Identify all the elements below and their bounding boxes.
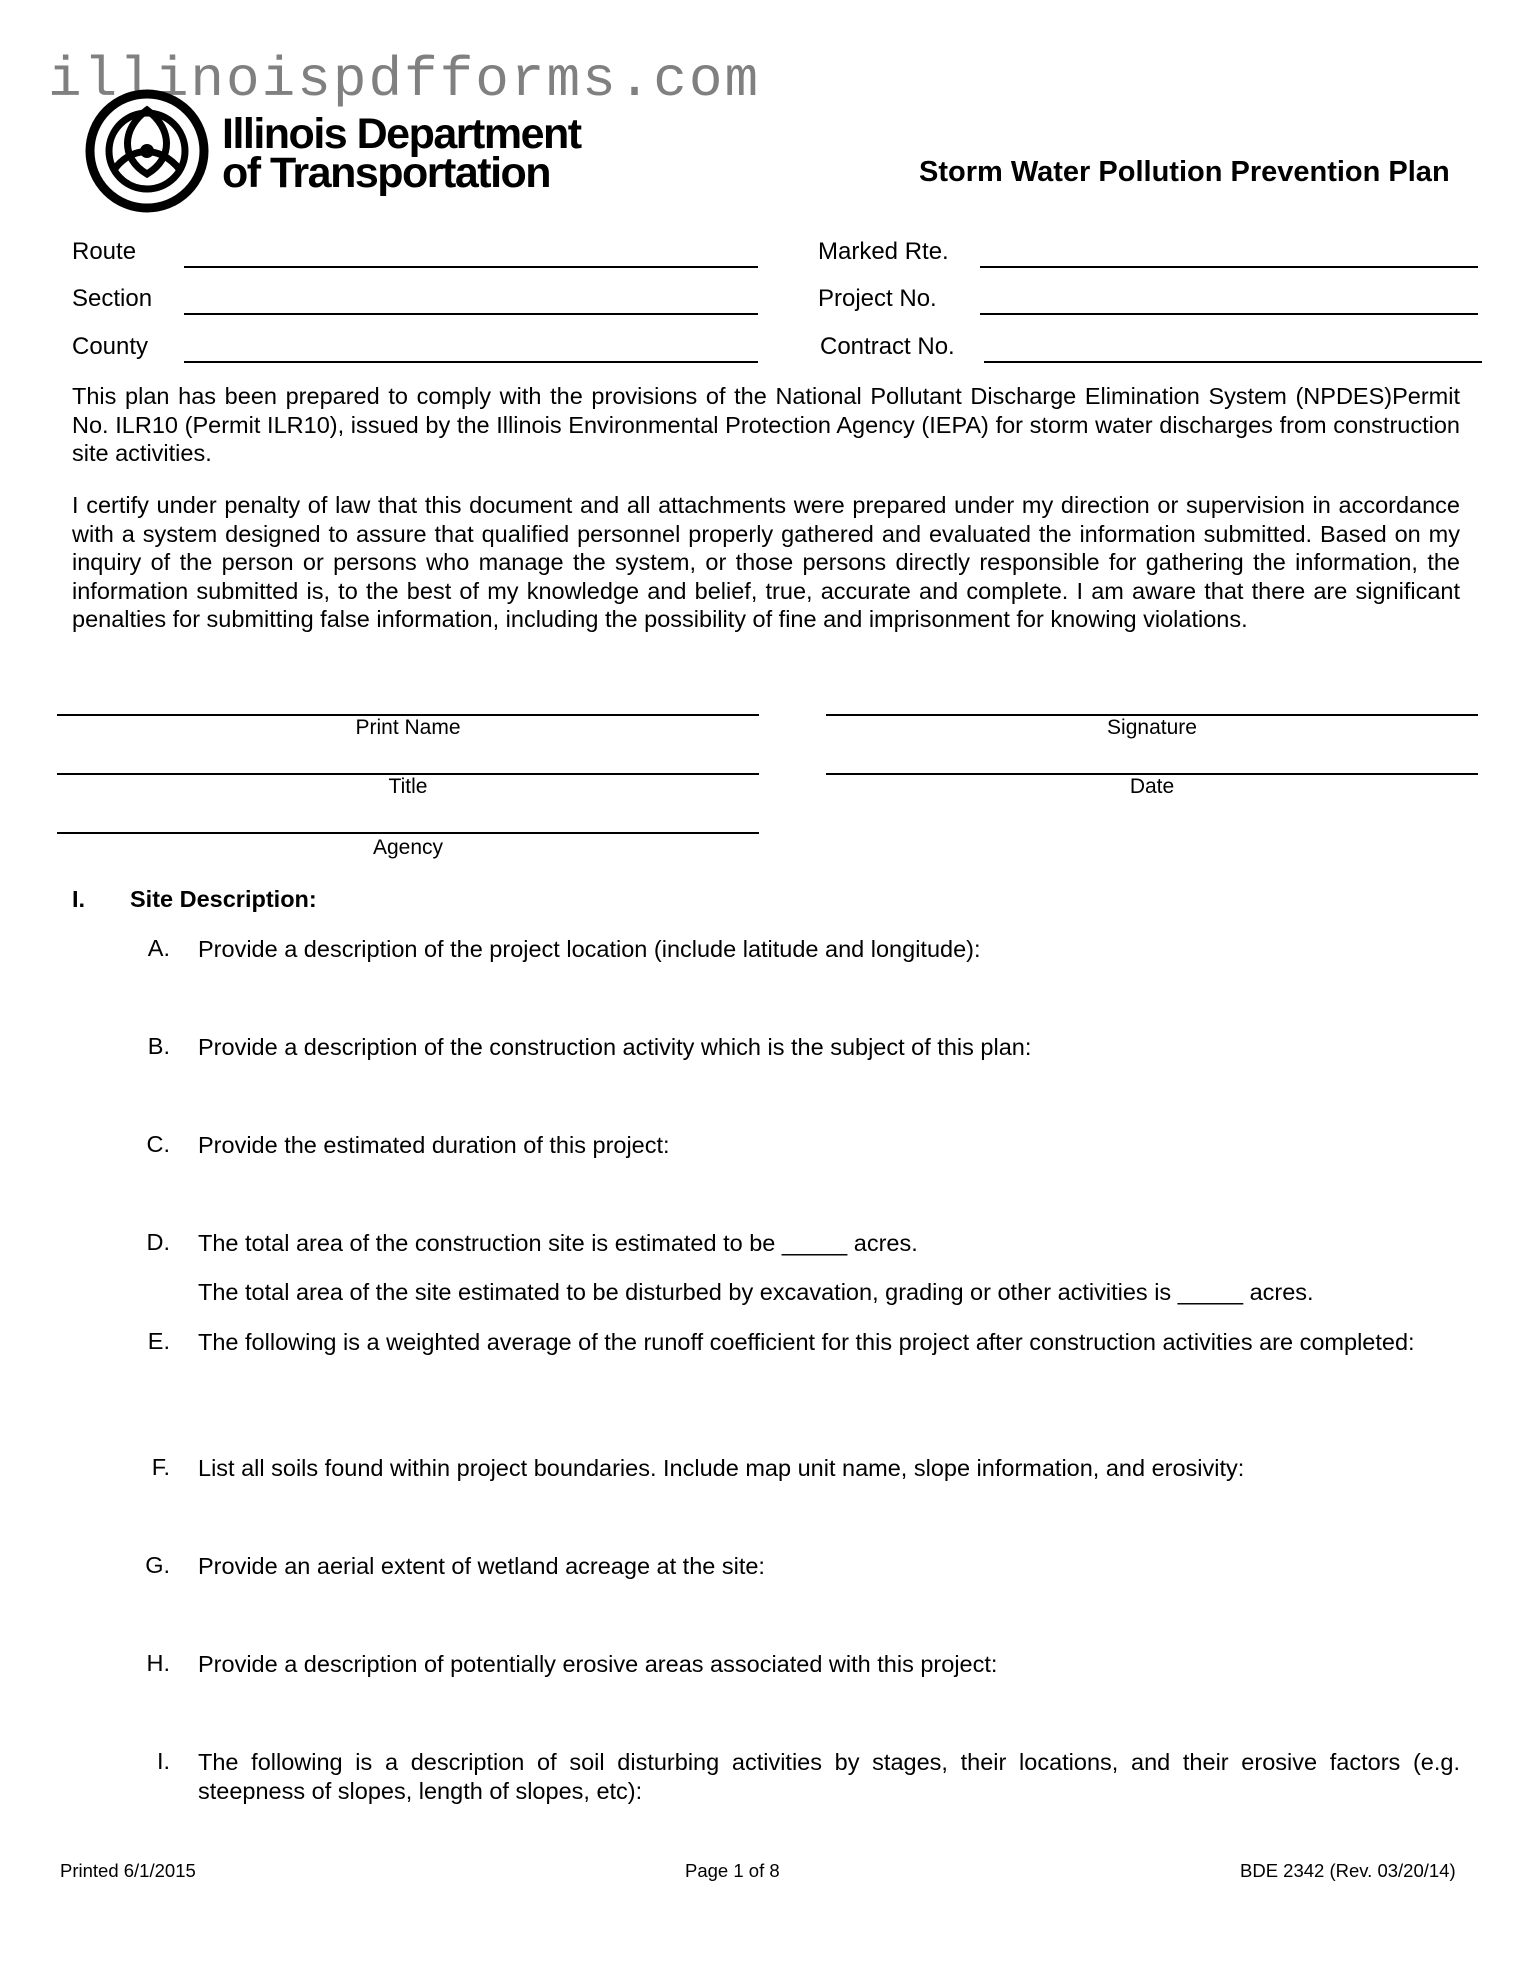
item-letter: H. — [146, 1650, 170, 1676]
date-label: Date — [1129, 775, 1175, 798]
item-letter: D. — [146, 1229, 170, 1255]
item-text: Provide a description of the project location (include latitude and longitude): — [198, 936, 981, 962]
intro-paragraph: This plan has been prepared to comply with the provisions of the National Pollutant Discharge Elimination System (NPDES)Permit No. ILR10 (Permit ILR10), issued by the Illinois Environmental Protection Agency (IEPA) for storm water discharges from construction site activities. — [72, 383, 1460, 467]
item-letter: I. — [156, 1748, 170, 1774]
item-text: The following is a weighted average of the runoff coefficient for this project after construction activities are completed: — [198, 1329, 1415, 1355]
footer-form-number: BDE 2342 (Rev. 03/20/14) — [1240, 1860, 1456, 1881]
document-title: Storm Water Pollution Prevention Plan — [919, 156, 1450, 188]
item-text: Provide the estimated duration of this project: — [198, 1132, 670, 1158]
marked-rte-field[interactable] — [980, 266, 1478, 268]
item-letter: C. — [146, 1131, 170, 1157]
idot-logo-icon — [84, 88, 210, 214]
item-letter: A. — [147, 935, 170, 961]
project-no-field[interactable] — [980, 313, 1478, 315]
contract-no-label: Contract No. — [820, 333, 955, 360]
section-title: Site Description: — [130, 886, 317, 912]
item-text: The following is a description of soil disturbing activities by stages, their locations, and their erosive factors (e.g. steepness of slopes, length of slopes, etc): — [198, 1749, 1460, 1804]
item-text: Provide an aerial extent of wetland acreage at the site: — [198, 1553, 765, 1579]
marked-rte-label: Marked Rte. — [818, 238, 949, 265]
org-name-line2: of Transportation — [222, 149, 551, 197]
section-label: Section — [72, 285, 153, 312]
item-letter: G. — [145, 1552, 170, 1578]
item-text: Provide a description of the construction activity which is the subject of this plan: — [198, 1034, 1032, 1060]
footer-printed-date: Printed 6/1/2015 — [60, 1860, 196, 1881]
item-text-continued: The total area of the site estimated to be disturbed by excavation, grading or other activities is _____ acres. — [198, 1279, 1314, 1305]
county-label: County — [72, 333, 149, 360]
route-label: Route — [72, 238, 137, 265]
certification-paragraph: I certify under penalty of law that this document and all attachments were prepared under my direction or supervision in accordance with a system designed to assure that qualified personnel properly gathered and evaluated the information submitted. Based on my inquiry of the person or persons who manage the system, or those persons directly responsible for gathering the information, the information submitted is, to the best of my knowledge and belief, true, accurate and complete. I am aware that there are significant penalties for submitting false information, including the possibility of fine and imprisonment for knowing violations. — [72, 492, 1460, 633]
agency-label: Agency — [372, 836, 444, 859]
project-no-label: Project No. — [818, 285, 937, 312]
title-label: Title — [388, 775, 428, 798]
item-letter: F. — [151, 1454, 170, 1480]
item-text: Provide a description of potentially erosive areas associated with this project: — [198, 1651, 998, 1677]
item-letter: B. — [147, 1033, 170, 1059]
county-field[interactable] — [184, 361, 758, 363]
agency-line[interactable] — [57, 832, 759, 834]
contract-no-field[interactable] — [984, 361, 1482, 363]
signature-label: Signature — [1107, 716, 1197, 739]
item-text: List all soils found within project boundaries. Include map unit name, slope information, and erosivity: — [198, 1455, 1245, 1481]
org-name-line1: Illinois Department — [222, 110, 581, 158]
watermark-text: illinoispdfforms.com — [48, 48, 761, 112]
section-field[interactable] — [184, 313, 758, 315]
print-name-label: Print Name — [355, 716, 461, 739]
footer-page-number: Page 1 of 8 — [685, 1860, 780, 1881]
item-text: The total area of the construction site is estimated to be _____ acres. — [198, 1230, 918, 1256]
item-letter: E. — [147, 1328, 170, 1354]
section-number: I. — [72, 886, 86, 912]
route-field[interactable] — [184, 266, 758, 268]
